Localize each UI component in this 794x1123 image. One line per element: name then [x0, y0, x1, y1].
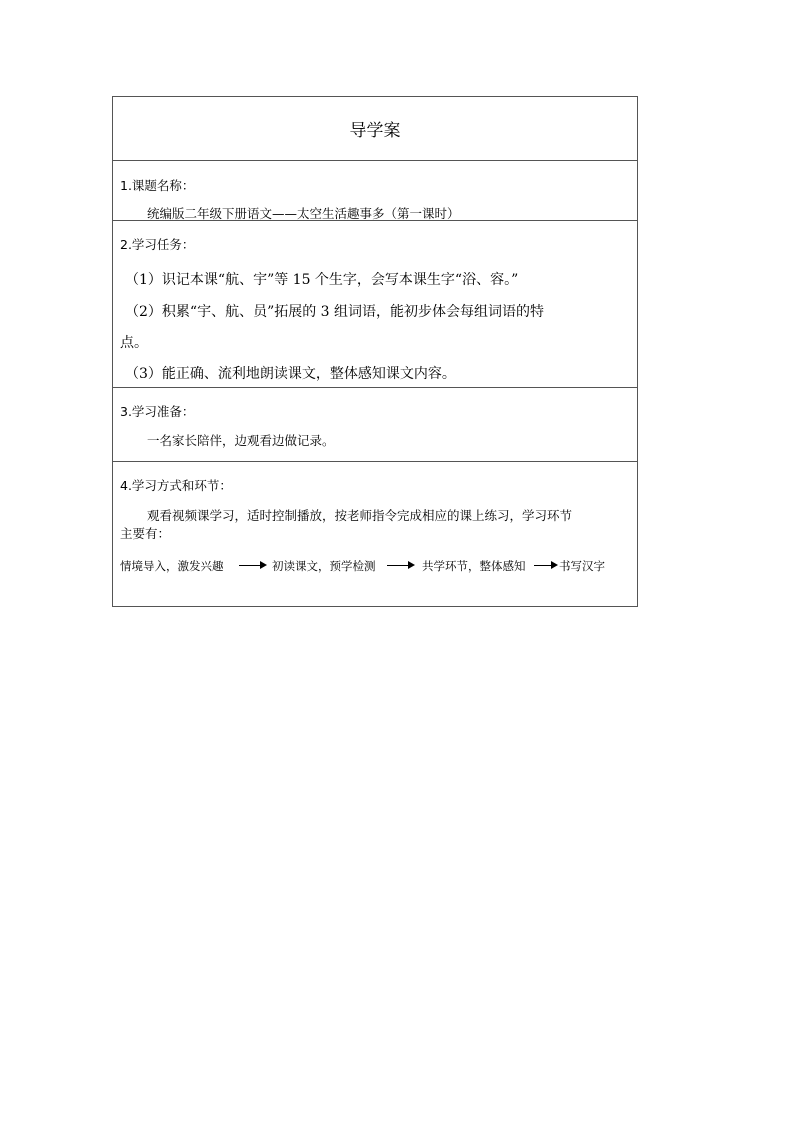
flow-step-4: 书写汉字: [559, 559, 605, 573]
preparation-value: 一名家长陪伴，边观看边做记录。: [147, 433, 335, 448]
arrow-right-icon: [239, 565, 261, 566]
course-name-section: [113, 160, 637, 220]
preparation-label: 3.学习准备：: [120, 404, 195, 419]
learning-tasks-section: [113, 220, 637, 387]
task-item-1: （1）识记本课“航、宇”等 15 个生字，会写本课生字“浴、容。”: [125, 272, 519, 288]
learning-tasks-label: 2.学习任务：: [120, 237, 195, 252]
learning-method-text-line1: 观看视频课学习，适时控制播放，按老师指令完成相应的课上练习，学习环节: [147, 508, 573, 523]
learning-flow: [120, 558, 630, 574]
flow-step-3: 共学环节，整体感知: [422, 559, 526, 573]
arrow-right-icon: [387, 565, 409, 566]
study-guide-table: [112, 96, 638, 607]
learning-method-label: 4.学习方式和环节：: [120, 478, 232, 493]
learning-method-section: [113, 461, 637, 606]
task-item-2: （2）积累“宇、航、员”拓展的 3 组词语，能初步体会每组词语的特: [125, 304, 545, 320]
flow-step-1: 情境导入，激发兴趣: [120, 559, 224, 573]
flow-step-2: 初读课文，预学检测: [272, 559, 376, 573]
title-row: [113, 97, 637, 160]
preparation-section: [113, 387, 637, 461]
learning-method-text-line2: 主要有：: [120, 526, 171, 541]
course-name-label: 1.课题名称：: [120, 178, 195, 193]
task-item-3: （3）能正确、流利地朗读课文，整体感知课文内容。: [125, 366, 456, 382]
page-title: 导学案: [349, 121, 401, 141]
task-item-2-continued: 点。: [120, 335, 148, 351]
arrow-right-icon: [534, 565, 552, 566]
course-name-value: 统编版二年级下册语文——太空生活趣事多（第一课时）: [147, 206, 460, 221]
